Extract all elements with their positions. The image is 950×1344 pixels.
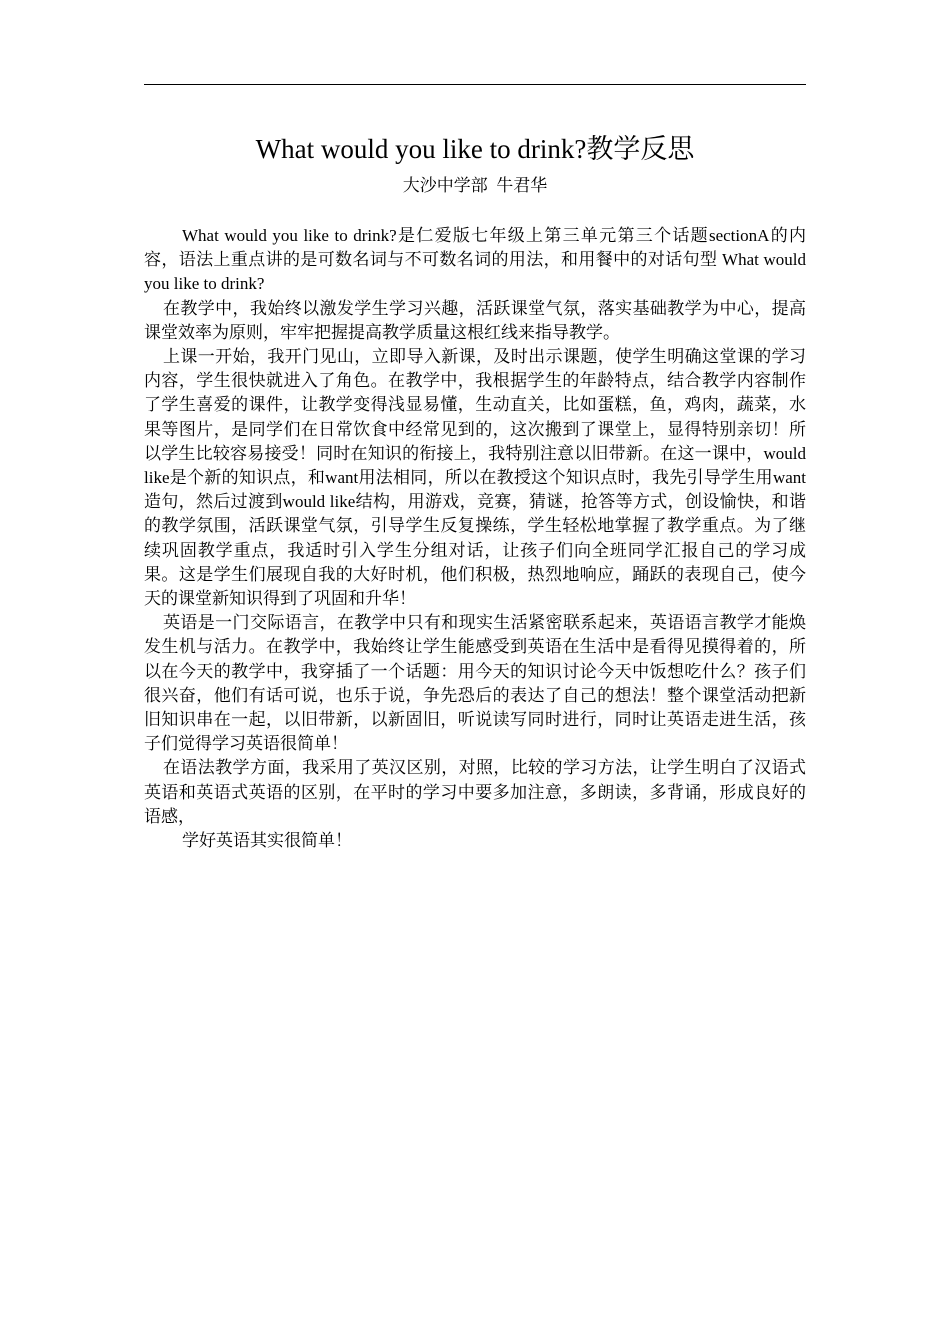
paragraph-teaching-principle: 在教学中，我始终以激发学生学习兴趣，活跃课堂气氛，落实基础教学为中心，提高课堂效率为原则，牢牢把握提高教学质量这根红线来指导教学。 (144, 298, 806, 342)
document-title: What would you like to drink?教学反思 (255, 134, 695, 164)
header-rule (144, 84, 806, 85)
paragraph-lesson-process: 上课一开始，我开门见山，立即导入新课，及时出示课题，使学生明确这堂课的学习内容，学生很快就进入了角色。在教学中，我根据学生的年龄特点，结合教学内容制作了学生喜爱的课件，让教学变得浅显易懂，生动直关，比如蛋糕，鱼，鸡肉，蔬菜，水果等图片，是同学们在日常饮食中经常见到的，这次搬到了课堂上，显得特别亲切！所以学生比较容易接受！同时在知识的衔接上，我特别注意以旧带新。在这一课中，would like是个新的知识点，和want用法相同，所以在教授这个知识点时，我先引导学生用want造句，然后过渡到would like结构，用游戏，竞赛，猜谜，抢答等方式，创设愉快，和谐的教学氛围，活跃课堂气氛，引导学生反复操练，学生轻松地掌握了教学重点。为了继续巩固教学重点，我适时引入学生分组对话，让孩子们向全班同学汇报自己的学习成果。这是学生们展现自我的大好时机，他们积极，热烈地响应，踊跃的表现自己，使今天的课堂新知识得到了巩固和升华！ (144, 347, 806, 609)
paragraph-grammar: 在语法教学方面，我采用了英汉区别，对照，比较的学习方法，让学生明白了汉语式 英语和英语式英语的区别，在平时的学习中要多加注意，多朗读，多背诵，形成良好的语感， (144, 758, 806, 826)
paragraph-intro: What would you like to drink?是仁爱版七年级上第三单元第三个话题sectionA的内容，语法上重点讲的是可数名词与不可数名词的用法，和用餐中的对话句型 What would you like to drink? (144, 226, 806, 294)
document-body (144, 224, 806, 853)
paragraph-communication: 英语是一门交际语言，在教学中只有和现实生活紧密联系起来，英语语言教学才能焕发生机与活力。在教学中，我始终让学生能感受到英语在生活中是看得见摸得着的，所以在今天的教学中，我穿插了一个话题：用今天的知识讨论今天中饭想吃什么？孩子们很兴奋，他们有话可说，也乐于说，争先恐后的表达了自己的想法！整个课堂活动把新旧知识串在一起，以旧带新，以新固旧，听说读写同时进行，同时让英语走进生活，孩子们觉得学习英语很简单！ (144, 613, 806, 754)
document-author: 大沙中学部 牛君华 (402, 176, 548, 195)
paragraph-conclusion: 学好英语其实很简单！ (182, 831, 352, 851)
